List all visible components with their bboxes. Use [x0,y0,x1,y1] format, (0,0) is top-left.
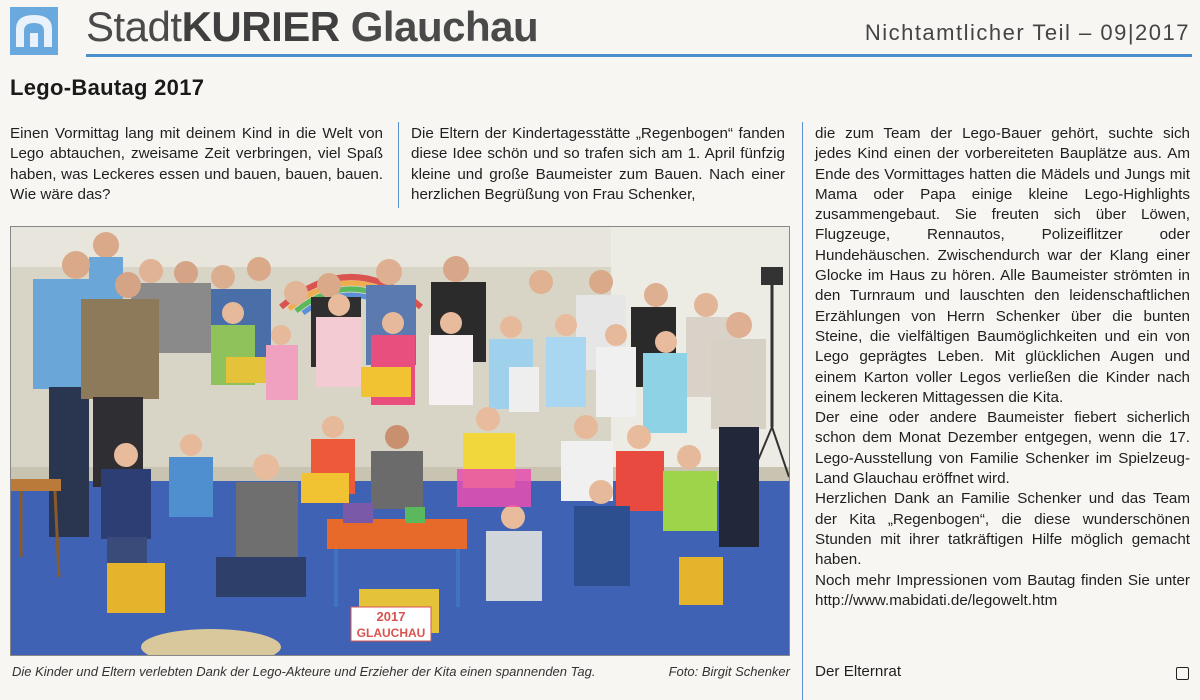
issue-label: Nichtamtlicher Teil – 09|2017 [864,20,1190,45]
masthead-kurier: KURIER [181,3,340,50]
article-paragraph: Einen Vormittag lang mit deinem Kind in die Welt von Lego abtauchen, zweisame Zeit verbringen, viel Spaß haben, was Leckeres essen und bauen, bauen, bauen. Wie wäre das? [10,125,383,203]
article-column-1 [10,124,383,205]
end-mark-icon [1176,667,1189,680]
photo-credit: Foto: Birgit Schenker [668,664,790,679]
logo-mark-icon [10,7,58,55]
group-photo-illustration [11,227,789,655]
header-divider [86,54,1192,57]
photo-caption [12,664,790,679]
article-column-3 [815,124,1190,611]
photo-sign-city: GLAUCHAU [356,626,426,640]
article-paragraph: die zum Team der Lego-Bauer gehört, suchte sich jedes Kind einen der vorbereiteten Bauplätze aus. Am Ende des Vormittages hatten die Mädels und Jungs mit Mama oder Papa einige kleine Lego-Highlights zusammengebaut. Sie freuten sich über Löwen, Flugzeuge, Rennautos, Polizeiflitzer oder Hundehäuschen. Zwischendurch war der Klang einer Glocke im Haus zu hören. Alle Baumeister strömten in den Turnraum und lauschten den leidenschaftlichen Erzählungen von Herrn Schenker über die bunten Steine, die vielfältigen Baumöglichkeiten und ein von Lego geprägtes Leben. Mit glücklichen Augen und einem Karton voller Legos verließen die Kinder nach einem leckeren Mittagessen die Kita. [815,125,1190,406]
photo-sign-year: 2017 [376,609,406,624]
photo-caption-text: Die Kinder und Eltern verlebten Dank der Lego-Akteure und Erzieher der Kita einen spannenden Tag. [12,664,596,679]
column-divider [398,122,399,208]
masthead-title [86,3,538,51]
masthead-stadt: Stadt [86,3,182,50]
stadtkurier-logo [10,7,58,55]
article-paragraph: Herzlichen Dank an Familie Schenker und das Team der Kita „Regenbogen“, die diese wunderschönen Stunden mit ihrer tatkräftigen Hilfe möglich gemacht haben. [815,490,1190,569]
article-column-2 [411,124,785,205]
group-photo [10,226,790,656]
article-signature: Der Elternrat [815,663,902,680]
article-title: Lego-Bautag 2017 [10,75,205,100]
article-paragraph: Noch mehr Impressionen vom Bautag finden Sie unter http://www.mabidati.de/legowelt.htm [815,571,1190,609]
column-divider [802,122,803,700]
masthead-city: Glauchau [350,3,539,50]
article-paragraph: Der eine oder andere Baumeister fiebert sicherlich schon dem Monat Dezember entgegen, wenn die 17. Lego-Ausstellung von Familie Schenker im Spielzeug-Land Glauchau eröffnet wird. [815,409,1190,488]
article-paragraph: Die Eltern der Kindertagesstätte „Regenbogen“ fanden diese Idee schön und so trafen sich am 1. April fünfzig kleine und große Baumeister zum Bauen. Nach einer herzlichen Begrüßung von Frau Schenker, [411,125,785,203]
